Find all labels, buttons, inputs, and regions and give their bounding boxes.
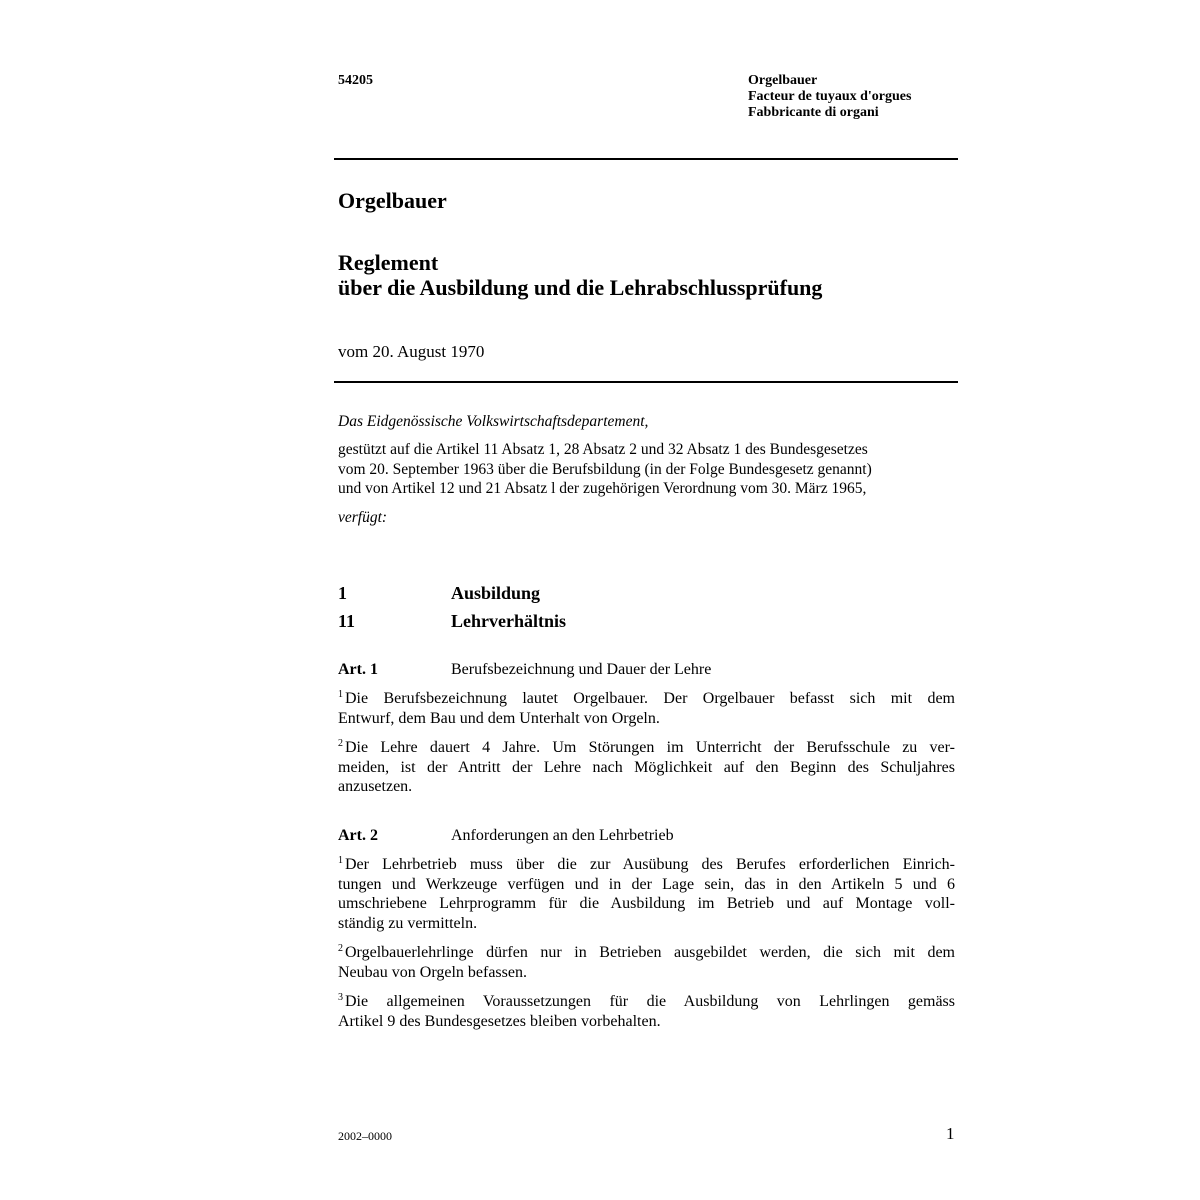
article-2-paragraph-2: $^2$ Orgelbauerlehrlinge dürfen nur in Betrieben ausgebildet werden, die sich mit dem Neubau von Orgeln befassen.	[338, 943, 955, 981]
preamble-line: vom 20. September 1963 über die Berufsbildung (in der Folge Bundesgesetz genannt)	[338, 460, 872, 478]
document-number: 54205	[338, 73, 373, 88]
article-heading-1	[338, 661, 711, 679]
preamble-line: gestützt auf die Artikel 11 Absatz 1, 28 Absatz 2 und 32 Absatz 1 des Bundesgesetzes	[338, 441, 868, 458]
issuing-authority: Das Eidgenössische Volkswirtschaftsdepartement,	[338, 413, 649, 430]
article-title: Anforderungen an den Lehrbetrieb	[451, 827, 674, 844]
preamble-text	[338, 440, 958, 499]
section-number: 1	[338, 583, 347, 603]
top-divider	[334, 158, 958, 160]
header-title-fr: Facteur de tuyaux d'orgues	[748, 89, 912, 104]
header-title-de: Orgelbauer	[748, 73, 818, 88]
regulation-date: vom 20. August 1970	[338, 342, 485, 361]
section-title: Lehrverhältnis	[451, 611, 566, 631]
section-number: 11	[338, 611, 356, 631]
section-heading-1	[338, 583, 540, 604]
header-title-it: Fabbricante di organi	[748, 105, 879, 120]
section-heading-11	[338, 611, 566, 632]
paragraph-number: 3	[338, 992, 343, 1003]
subtitle-line-1: Reglement	[338, 250, 439, 275]
section-title: Ausbildung	[451, 583, 541, 603]
article-2-paragraph-3: $^3$ Die allgemeinen Voraussetzungen für die Ausbildung von Lehrlingen gemäss Artikel 9 des Bundesgesetzes bleiben vorbehalten.	[338, 992, 955, 1030]
footer-code: 2002–0000	[338, 1129, 392, 1143]
decrees-label: verfügt:	[338, 509, 388, 526]
subtitle-line-2: über die Ausbildung und die Lehrabschlussprüfung	[338, 275, 823, 300]
article-heading-2	[338, 827, 674, 845]
article-number: Art. 1	[338, 661, 378, 678]
regulation-subtitle	[338, 250, 822, 300]
article-1-paragraph-2: $^2$ Die Lehre dauert 4 Jahre. Um Störungen im Unterricht der Berufsschule zu ver- meiden, ist der Antritt der Lehre nach Möglichkeit auf den Beginn des Schuljahres anzusetzen.	[338, 738, 955, 795]
paragraph-number: 2	[338, 738, 343, 749]
page-number: 1	[946, 1124, 955, 1143]
paragraph-number: 1	[338, 855, 343, 866]
article-2-paragraph-1: $^1$ Der Lehrbetrieb muss über die zur Ausübung des Berufes erforderlichen Einrich- tungen und Werkzeuge verfügen und in der Lage sein, das in den Artikeln 5 und 6 umschriebene Lehrprogramm für die Ausbildung im Betrieb und auf Montage voll- ständig zu vermitteln.	[338, 855, 955, 932]
article-title: Berufsbezeichnung und Dauer der Lehre	[451, 661, 712, 678]
paragraph-number: 2	[338, 943, 343, 954]
preamble-line: und von Artikel 12 und 21 Absatz l der zugehörigen Verordnung vom 30. März 1965,	[338, 480, 867, 497]
paragraph-number: 1	[338, 689, 343, 700]
bottom-divider	[334, 381, 958, 383]
article-1-paragraph-1: $^1$ Die Berufsbezeichnung lautet Orgelbauer. Der Orgelbauer befasst sich mit dem Entwurf, dem Bau und dem Unterhalt von Orgeln.	[338, 689, 955, 727]
article-number: Art. 2	[338, 827, 378, 844]
header-titles	[748, 73, 911, 121]
page-title: Orgelbauer	[338, 188, 447, 213]
